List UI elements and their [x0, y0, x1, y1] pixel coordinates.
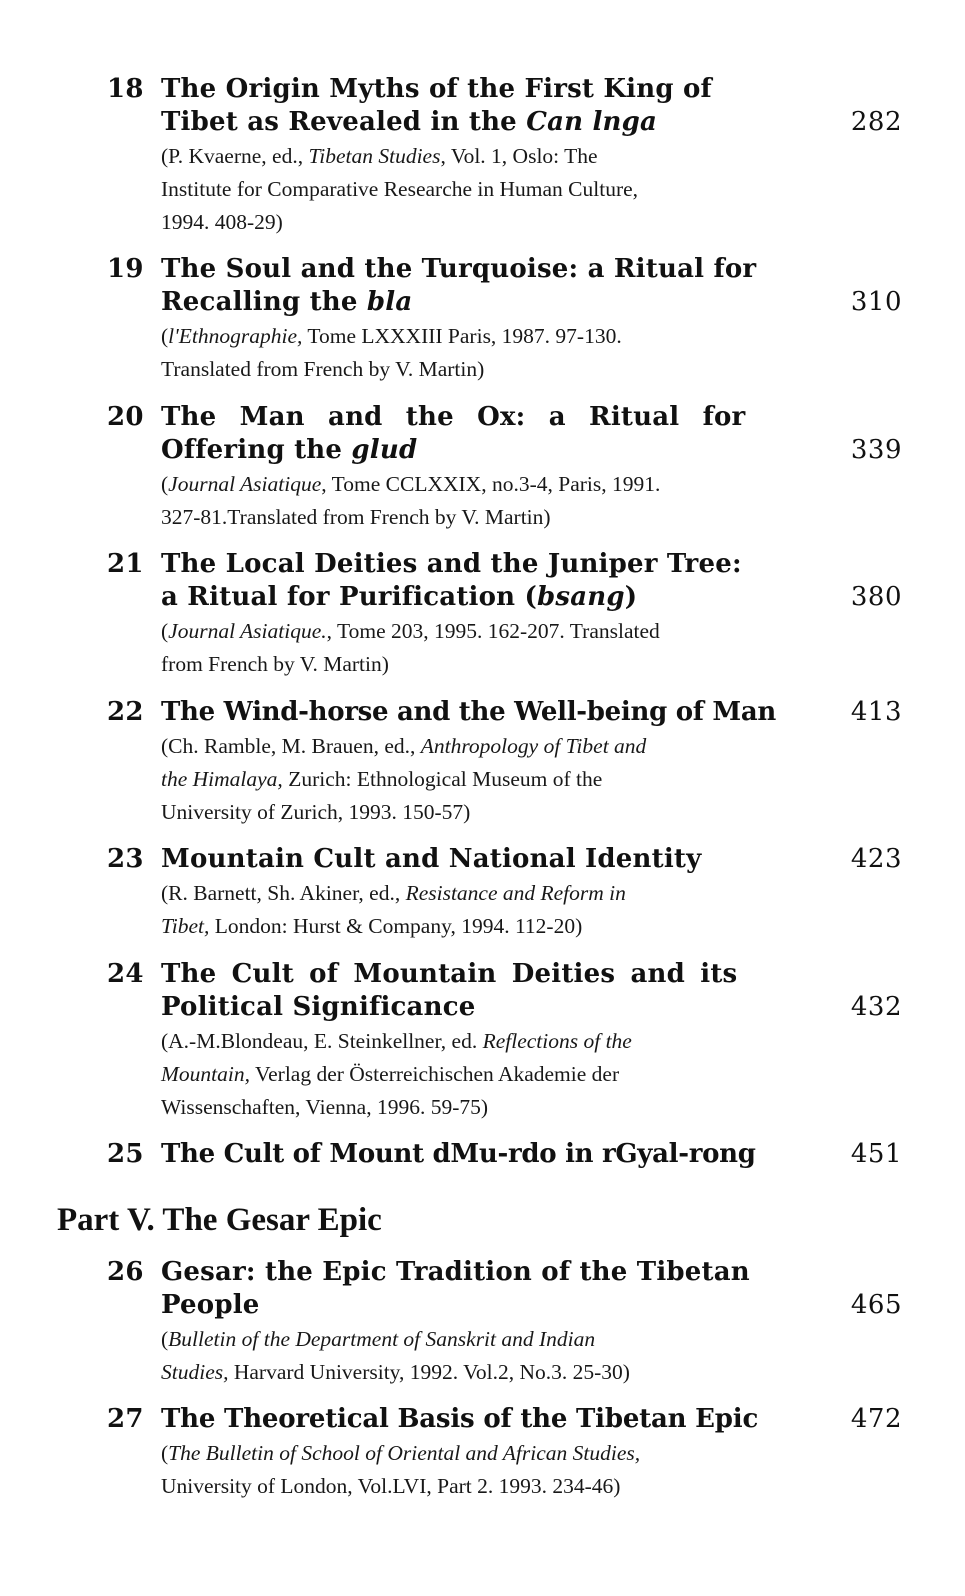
entry-title-line-2	[161, 286, 801, 319]
entry-title-line-1: The Wind-horse and the Well-being of Man	[161, 697, 777, 727]
entry-title-italic: glud	[351, 435, 418, 465]
entry-title-line-1: Gesar: the Epic Tradition of the Tibetan	[161, 1257, 750, 1287]
part-heading: Part V. The Gesar Epic	[57, 1202, 382, 1238]
entry-number: 20	[107, 402, 144, 432]
entry-page-number: 472	[850, 1404, 902, 1434]
source-text: , Tome CCLXXIX, no.3-4, Paris, 1991.	[321, 472, 661, 496]
entry-source-line-3: 1994. 408-29)	[161, 210, 283, 234]
entry-title-line-1: The Soul and the Turquoise: a Ritual for	[161, 254, 757, 284]
entry-title-text: )	[624, 582, 638, 612]
entry-page-number: 432	[850, 992, 902, 1022]
entry-source-line-1	[161, 615, 761, 648]
entry-page-number: 282	[850, 107, 902, 137]
source-italic: l'Ethnographie,	[168, 324, 303, 348]
entry-source-line-1	[161, 1437, 761, 1470]
source-text: , Vol. 1, Oslo: The	[440, 144, 598, 168]
entry-source-line-2: Translated from French by V. Martin)	[161, 357, 485, 381]
source-italic: Studies,	[161, 1360, 229, 1384]
entry-source-line-2	[161, 1356, 761, 1389]
source-italic: The Bulletin of School of Oriental and African Studies,	[168, 1441, 641, 1465]
entry-title-italic: bla	[366, 287, 413, 317]
entry-source	[161, 1025, 761, 1124]
source-text: (A.-M.Blondeau, E. Steinkellner, ed.	[161, 1029, 483, 1053]
entry-number: 25	[107, 1139, 144, 1169]
entry-number: 21	[107, 549, 144, 579]
source-text: (	[161, 1327, 169, 1351]
entry-title	[161, 958, 801, 1024]
entry-page-number: 451	[850, 1139, 902, 1169]
entry-source	[161, 877, 761, 943]
entry-title-line-2	[161, 106, 801, 139]
source-italic: Reflections of the	[482, 1029, 632, 1053]
entry-number: 22	[107, 697, 144, 727]
entry-title-text: a Ritual for Purification (	[161, 582, 538, 612]
entry-title	[161, 1138, 801, 1171]
source-text: (Ch. Ramble, M. Brauen, ed.,	[161, 734, 421, 758]
entry-number: 19	[107, 254, 144, 284]
entry-source-line-2: 327-81.Translated from French by V. Martin)	[161, 505, 551, 529]
entry-source-line-1	[161, 1025, 761, 1058]
entry-source-line-2: University of London, Vol.LVI, Part 2. 1993. 234-46)	[161, 1474, 621, 1498]
source-text: (	[161, 324, 169, 348]
entry-page-number: 310	[850, 287, 902, 317]
entry-title-line-1: The Man and the Ox: a Ritual for	[161, 402, 746, 432]
entry-source-line-1	[161, 140, 761, 173]
entry-title-italic: bsang	[537, 582, 625, 612]
source-italic: the Himalaya,	[161, 767, 283, 791]
entry-title-line-1: Mountain Cult and National Identity	[161, 844, 702, 874]
entry-source	[161, 1323, 761, 1389]
entry-number: 26	[107, 1257, 144, 1287]
entry-page-number: 413	[850, 697, 902, 727]
source-text: London: Hurst & Company, 1994. 112-20)	[209, 914, 583, 938]
entry-source	[161, 140, 761, 239]
entry-page-number: 423	[850, 844, 902, 874]
entry-title-line-2	[161, 434, 801, 467]
entry-source	[161, 730, 761, 829]
entry-title-line-2	[161, 581, 801, 614]
entry-title-text: Tibet as Revealed in the	[161, 107, 527, 137]
entry-title-line-1: The Origin Myths of the First King of	[161, 74, 712, 104]
entry-source	[161, 320, 761, 386]
source-text: Harvard University, 1992. Vol.2, No.3. 25-30)	[228, 1360, 630, 1384]
entry-source-line-1	[161, 1323, 761, 1356]
entry-source-line-3: Wissenschaften, Vienna, 1996. 59-75)	[161, 1095, 489, 1119]
entry-number: 18	[107, 74, 144, 104]
entry-source-line-2	[161, 763, 761, 796]
source-text: (	[161, 472, 169, 496]
source-italic: Bulletin of the Department of Sanskrit and Indian	[168, 1327, 596, 1351]
entry-source-line-1	[161, 468, 761, 501]
entry-source-line-2: from French by V. Martin)	[161, 652, 389, 676]
entry-source-line-2	[161, 910, 761, 943]
entry-source-line-1	[161, 877, 761, 910]
entry-title	[161, 1256, 801, 1322]
source-text: (	[161, 619, 169, 643]
entry-number: 27	[107, 1404, 144, 1434]
entry-source-line-2	[161, 1058, 761, 1091]
entry-title	[161, 1403, 801, 1436]
source-text: (	[161, 1441, 169, 1465]
entry-source-line-1	[161, 730, 761, 763]
entry-title-line-2: People	[161, 1290, 260, 1320]
entry-title	[161, 843, 801, 876]
entry-title	[161, 253, 801, 319]
source-italic: Resistance and Reform in	[405, 881, 626, 905]
source-italic: Mountain,	[161, 1062, 250, 1086]
source-text: Verlag der Österreichischen Akademie der	[249, 1062, 620, 1086]
entry-title-italic: Can lnga	[526, 107, 658, 137]
entry-title	[161, 401, 801, 467]
entry-source	[161, 615, 761, 681]
entry-source	[161, 468, 761, 534]
entry-title-line-2: Political Significance	[161, 992, 476, 1022]
entry-title	[161, 696, 801, 729]
entry-number: 24	[107, 959, 144, 989]
entry-page-number: 380	[850, 582, 902, 612]
entry-source-line-3: University of Zurich, 1993. 150-57)	[161, 800, 471, 824]
entry-title-text: Offering the	[161, 435, 352, 465]
source-italic: Tibet,	[161, 914, 210, 938]
entry-page-number: 465	[850, 1290, 902, 1320]
source-text: , Tome 203, 1995. 162-207. Translated	[326, 619, 660, 643]
entry-number: 23	[107, 844, 144, 874]
source-italic: Journal Asiatique	[168, 472, 322, 496]
source-italic: Anthropology of Tibet and	[420, 734, 647, 758]
entry-page-number: 339	[850, 435, 902, 465]
source-italic: Tibetan Studies	[308, 144, 441, 168]
entry-title-line-1: The Local Deities and the Juniper Tree:	[161, 549, 742, 579]
source-text: (P. Kvaerne, ed.,	[161, 144, 309, 168]
entry-title-line-1: The Theoretical Basis of the Tibetan Epic	[161, 1404, 759, 1434]
entry-title-line-1: The Cult of Mount dMu-rdo in rGyal-rong	[161, 1139, 756, 1169]
source-text: Tome LXXXIII Paris, 1987. 97-130.	[302, 324, 622, 348]
entry-title-text: Recalling the	[161, 287, 367, 317]
entry-source-line-2: Institute for Comparative Researche in Human Culture,	[161, 177, 639, 201]
source-italic: Journal Asiatique.	[168, 619, 327, 643]
entry-title	[161, 548, 801, 614]
source-text: Zurich: Ethnological Museum of the	[282, 767, 603, 791]
entry-source	[161, 1437, 761, 1503]
entry-title	[161, 73, 801, 139]
source-text: (R. Barnett, Sh. Akiner, ed.,	[161, 881, 406, 905]
entry-title-line-1: The Cult of Mountain Deities and its	[161, 959, 738, 989]
entry-source-line-1	[161, 320, 761, 353]
